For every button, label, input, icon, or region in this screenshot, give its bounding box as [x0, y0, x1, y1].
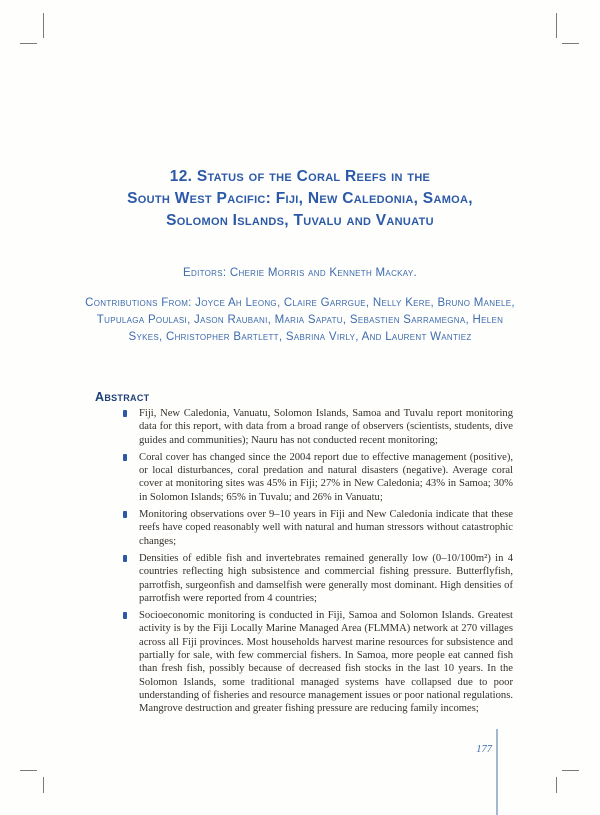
- abstract-bullet-item: [123, 552, 513, 605]
- square-bullet-icon: [123, 454, 127, 461]
- crop-mark-bottom-left-horizontal: [20, 770, 37, 771]
- abstract-bullet-text: Socioeconomic monitoring is conducted in Fiji, Samoa and Solomon Islands. Greatest activity is by the Fiji Locally Marine Managed Area (FLMMA) network at 270 villages across all Fiji provinces. Most households harvest marine resources for subsistence and partially for sale, with few commercial fishers. In Samoa, more people eat canned fish than fresh fish, possibly because of decreased fish stocks in the last 10 years. In the Solomon Islands, some traditional managed systems have collapsed due to poor understanding of fisheries and resource management issues or poor national regulations. Mangrove destruction and greater fishing pressure are reducing family incomes;: [139, 610, 513, 715]
- abstract-bullet-item: [123, 508, 513, 548]
- chapter-title-line: South West Pacific: Fiji, New Caledonia, Samoa,: [127, 190, 473, 208]
- chapter-title-line: Solomon Islands, Tuvalu and Vanuatu: [166, 212, 434, 230]
- abstract-bullet-item: [123, 609, 513, 715]
- abstract-bullet-text: Coral cover has changed since the 2004 report due to effective management (positive), or local disturbances, coral predation and natural disasters (negative). Average coral cover at monitoring sites was 45% in Fiji; 27% in New Caledonia; 43% in Samoa; 30% in Solomon Islands; 65% in Tuvalu; and 26% in Vanuatu;: [139, 451, 513, 503]
- abstract-heading: Abstract: [95, 390, 150, 404]
- abstract-bullet-text: Monitoring observations over 9–10 years in Fiji and New Caledonia indicate that these reefs have coped reasonably well with natural and human stressors without catastrophic changes;: [139, 509, 513, 547]
- crop-mark-top-left-vertical: [43, 13, 44, 38]
- square-bullet-icon: [123, 410, 127, 417]
- contributors-line: Contributions From: Joyce Ah Leong, Claire Garrgue, Nelly Kere, Bruno Manele,: [85, 297, 515, 309]
- abstract-bullet-text: Fiji, New Caledonia, Vanuatu, Solomon Islands, Samoa and Tuvalu report monitoring data for this report, with data from a broad range of observers (scientists, students, dive guides and communities); Nauru has not conducted recent monitoring;: [139, 408, 513, 446]
- abstract-bullet-list: [123, 407, 513, 720]
- chapter-title-line: 12. Status of the Coral Reefs in the: [169, 168, 431, 186]
- contributors-block: [60, 295, 540, 346]
- abstract-bullet-item: [123, 407, 513, 447]
- crop-mark-bottom-right-horizontal: [562, 770, 579, 771]
- crop-mark-top-left-horizontal: [20, 43, 37, 44]
- abstract-bullet-item: [123, 451, 513, 504]
- crop-mark-top-right-horizontal: [562, 43, 579, 44]
- page-edge-rule: [496, 729, 498, 815]
- contributors-line: Sykes, Christopher Bartlett, Sabrina Virly, And Laurent Wantiez: [128, 331, 472, 343]
- contributors-line: Tupulaga Poulasi, Jason Raubani, Maria Sapatu, Sebastien Sarramegna, Helen: [96, 314, 504, 326]
- crop-mark-bottom-left-vertical: [43, 777, 44, 793]
- chapter-title: [40, 166, 560, 232]
- crop-mark-bottom-right-vertical: [556, 777, 557, 793]
- page-number: 177: [476, 744, 492, 755]
- editors-line: Editors: Cherie Morris and Kenneth Mackay.: [183, 267, 417, 279]
- square-bullet-icon: [123, 612, 127, 619]
- square-bullet-icon: [123, 555, 127, 562]
- square-bullet-icon: [123, 511, 127, 518]
- crop-mark-top-right-vertical: [556, 13, 557, 38]
- abstract-bullet-text: Densities of edible fish and invertebrates remained generally low (0–10/100m²) in 4 countries reflecting high subsistence and commercial fishing pressure. Butterflyfish, parrotfish, surgeonfish and damselfish were generally most dominant. High densities of parrotfish were reported from 4 countries;: [139, 552, 513, 604]
